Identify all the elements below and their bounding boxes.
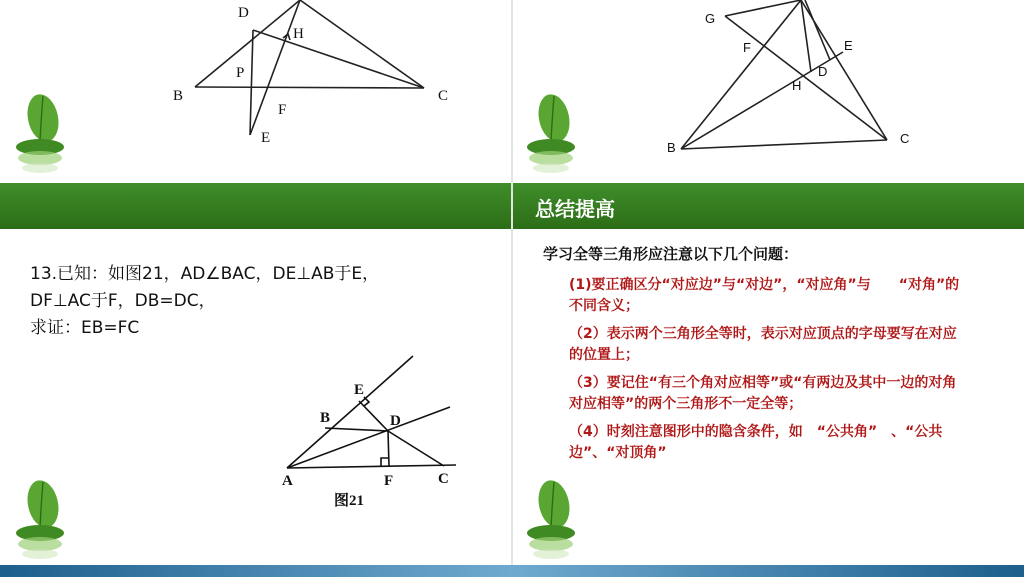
summary-item-4: （4）时刻注意图形中的隐含条件，如 “公共角” 、“公共边”、“对顶角”	[569, 424, 943, 461]
label-A: A	[282, 473, 293, 489]
label-F: F	[278, 102, 287, 118]
leaf-decoration-icon	[10, 478, 70, 562]
label-C: C	[438, 471, 449, 487]
leaf-decoration-icon	[10, 92, 70, 176]
problem-line-2: DF⊥AC于F，DB=DC，	[30, 291, 216, 311]
bottom-bar	[0, 565, 1024, 577]
label-B: B	[173, 88, 184, 104]
problem-statement	[30, 261, 379, 342]
summary-heading: 学习全等三角形应注意以下几个问题：	[543, 245, 799, 263]
label-H: H	[293, 26, 304, 42]
figure-caption: 图21	[334, 493, 365, 509]
problem-line-1: 13.已知：如图21，AD∠BAC，DE⊥AB于E，	[30, 264, 380, 284]
summary-item-2: （2）表示两个三角形全等时，表示对应顶点的字母要写在对应的位置上；	[569, 326, 957, 363]
triangle-figure-top-left	[0, 0, 511, 181]
triangle-figure-top-right	[513, 0, 1024, 181]
label-D: D	[390, 413, 401, 429]
label-E: E	[844, 38, 853, 53]
label-C: C	[438, 88, 449, 104]
label-C: C	[900, 131, 910, 146]
section-title: 总结提高	[535, 197, 615, 221]
figure-panel-top-left	[0, 0, 511, 181]
section-band-left	[0, 183, 511, 229]
label-E: E	[354, 382, 365, 398]
label-D: D	[238, 5, 249, 21]
section-band-right	[513, 183, 1024, 229]
figure-21	[260, 349, 470, 519]
label-F: F	[384, 473, 394, 489]
label-F: F	[743, 40, 751, 55]
summary-item-1: (1)要正确区分“对应边”与“对边”，“对应角”与 “对角”的不同含义；	[569, 277, 960, 314]
label-B: B	[320, 410, 331, 426]
label-H: H	[792, 78, 802, 93]
summary-list	[569, 275, 969, 471]
leaf-decoration-icon	[521, 478, 581, 562]
label-B: B	[667, 140, 676, 155]
leaf-decoration-icon	[521, 92, 581, 176]
problem-panel	[0, 231, 511, 565]
problem-line-3: 求证：EB=FC	[30, 318, 140, 338]
label-G: G	[705, 11, 716, 26]
figure-panel-top-right	[513, 0, 1024, 181]
label-P: P	[236, 65, 245, 81]
label-D: D	[818, 64, 828, 79]
label-E: E	[261, 130, 271, 146]
summary-item-3: （3）要记住“有三个角对应相等”或“有两边及其中一边的对角对应相等”的两个三角形不一定全等；	[569, 375, 957, 412]
summary-panel	[513, 231, 1024, 565]
